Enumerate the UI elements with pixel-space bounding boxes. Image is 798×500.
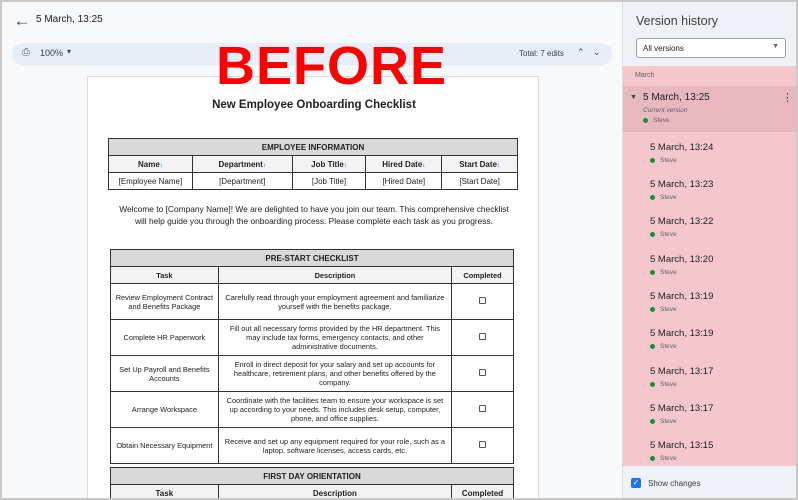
version-item[interactable] [623, 138, 798, 175]
show-changes-bar [623, 466, 798, 500]
table-cell: [Hired Date] [366, 173, 442, 190]
version-user: Steve [650, 455, 677, 462]
table-section-title: FIRST DAY ORIENTATION [111, 468, 514, 485]
version-item[interactable] [623, 250, 798, 287]
table-section-title: PRE-START CHECKLIST [111, 250, 514, 267]
user-color-dot [650, 456, 655, 461]
version-date: 5 March, 13:19 [650, 328, 714, 339]
user-color-dot [643, 118, 648, 123]
before-overlay-text: BEFORE [216, 36, 448, 96]
version-user: Steve [650, 194, 677, 201]
caret-down-icon[interactable]: ▾ [67, 47, 72, 56]
version-title: 5 March, 13:25 [36, 14, 103, 25]
arrow-left-icon[interactable]: ← [13, 11, 31, 30]
panel-title: Version history [636, 14, 718, 28]
version-item[interactable] [623, 287, 798, 324]
first-day-table [110, 467, 514, 500]
version-date: 5 March, 13:17 [650, 366, 714, 377]
column-header: Description [218, 267, 451, 284]
user-color-dot [650, 382, 655, 387]
user-color-dot [650, 344, 655, 349]
user-color-dot [650, 270, 655, 275]
table-row [111, 392, 514, 428]
print-icon[interactable]: ⎙ [22, 47, 30, 58]
task-cell: Arrange Workspace [111, 392, 219, 428]
month-heading: March [635, 72, 655, 79]
version-user: Steve [650, 418, 677, 425]
version-user: Steve [650, 381, 677, 388]
description-cell: Receive and set up any equipment required for your role, such as a laptop, software licenses, access cards, etc. [218, 428, 451, 464]
column-header: Hired Date↕ [366, 156, 442, 173]
task-cell: Obtain Necessary Equipment [111, 428, 219, 464]
column-header: Description [218, 485, 451, 500]
column-header: Completed [452, 485, 514, 500]
version-user: Steve [650, 269, 677, 276]
table-row [111, 320, 514, 356]
version-item[interactable] [623, 324, 798, 361]
version-item[interactable] [623, 399, 798, 436]
document-area [2, 2, 622, 500]
completed-checkbox[interactable] [479, 297, 486, 304]
version-item[interactable] [623, 212, 798, 249]
task-cell: Review Employment Contract and Benefits Package [111, 284, 219, 320]
user-color-dot [650, 232, 655, 237]
completed-cell [452, 284, 514, 320]
version-history-panel [622, 2, 798, 500]
current-version-label: Current version [643, 107, 688, 114]
user-color-dot [650, 307, 655, 312]
column-header: Name↕ [109, 156, 193, 173]
zoom-select[interactable]: 100% [40, 48, 64, 58]
column-header: Department↕ [192, 156, 292, 173]
version-user: Steve [643, 117, 670, 124]
table-cell: [Employee Name] [109, 173, 193, 190]
current-version-item[interactable] [623, 86, 798, 132]
completed-cell [452, 320, 514, 356]
version-filter-select[interactable] [636, 38, 786, 58]
table-section-title: EMPLOYEE INFORMATION [109, 139, 518, 156]
description-cell: Carefully read through your employment agreement and familiarize yourself with the benefits package. [218, 284, 451, 320]
table-row [111, 356, 514, 392]
version-date: 5 March, 13:23 [650, 179, 714, 190]
column-header: Completed [452, 267, 514, 284]
version-date: 5 March, 13:17 [650, 403, 714, 414]
version-user: Steve [650, 343, 677, 350]
user-color-dot [650, 419, 655, 424]
version-date: 5 March, 13:15 [650, 440, 714, 451]
caret-down-icon[interactable]: ▼ [630, 94, 637, 101]
description-cell: Coordinate with the facilities team to ensure your workspace is set up according to your needs. This includes desk setup, computer, phone, and office supplies. [218, 392, 451, 428]
description-cell: Fill out all necessary forms provided by the HR department. This may include tax forms, emergency contacts, and other administrative documents. [218, 320, 451, 356]
version-list [623, 66, 798, 466]
user-color-dot [650, 195, 655, 200]
column-header: Task [111, 267, 219, 284]
column-header: Job Title↕ [292, 156, 366, 173]
more-vert-icon[interactable]: ⋮ [782, 92, 793, 104]
table-row [111, 428, 514, 464]
column-header: Task [111, 485, 219, 500]
task-cell: Set Up Payroll and Benefits Accounts [111, 356, 219, 392]
version-date: 5 March, 13:22 [650, 216, 714, 227]
version-user: Steve [650, 157, 677, 164]
document-title: New Employee Onboarding Checklist [212, 99, 416, 111]
table-cell: [Job Title] [292, 173, 366, 190]
previous-edit-icon[interactable]: ⌃ [577, 47, 585, 57]
table-cell: [Start Date] [442, 173, 518, 190]
document-page [87, 76, 539, 500]
top-bar [2, 2, 622, 40]
next-edit-icon[interactable]: ⌄ [593, 47, 601, 57]
version-date: 5 March, 13:19 [650, 291, 714, 302]
version-date: 5 March, 13:24 [650, 142, 714, 153]
version-user: Steve [650, 231, 677, 238]
completed-cell [452, 356, 514, 392]
completed-checkbox[interactable] [479, 405, 486, 412]
completed-checkbox[interactable] [479, 333, 486, 340]
completed-cell [452, 392, 514, 428]
pre-start-table [110, 249, 514, 464]
show-changes-checkbox[interactable]: ✓ [632, 478, 640, 487]
version-item[interactable] [623, 175, 798, 212]
completed-cell [452, 428, 514, 464]
select-value: All versions [643, 44, 684, 53]
user-color-dot [650, 158, 655, 163]
total-edits-label: Total: 7 edits [519, 49, 564, 58]
version-item[interactable] [623, 436, 798, 466]
column-header: Start Date↕ [442, 156, 518, 173]
version-user: Steve [650, 306, 677, 313]
table-row [111, 284, 514, 320]
employee-info-table [108, 138, 518, 190]
version-date: 5 March, 13:25 [643, 92, 710, 103]
caret-down-icon: ▼ [772, 43, 779, 50]
completed-checkbox[interactable] [479, 441, 486, 448]
completed-checkbox[interactable] [479, 369, 486, 376]
show-changes-label[interactable]: Show changes [648, 479, 701, 488]
version-item[interactable] [623, 362, 798, 399]
task-cell: Complete HR Paperwork [111, 320, 219, 356]
description-cell: Enroll in direct deposit for your salary and set up accounts for healthcare, retirement plans, and other benefits offered by the company. [218, 356, 451, 392]
table-cell: [Department] [192, 173, 292, 190]
version-date: 5 March, 13:20 [650, 254, 714, 265]
welcome-paragraph: Welcome to [Company Name]! We are delighted to have you join our team. This comprehensive checklist will help guide you through the onboarding process. Please complete each task as you progress. [119, 204, 509, 226]
